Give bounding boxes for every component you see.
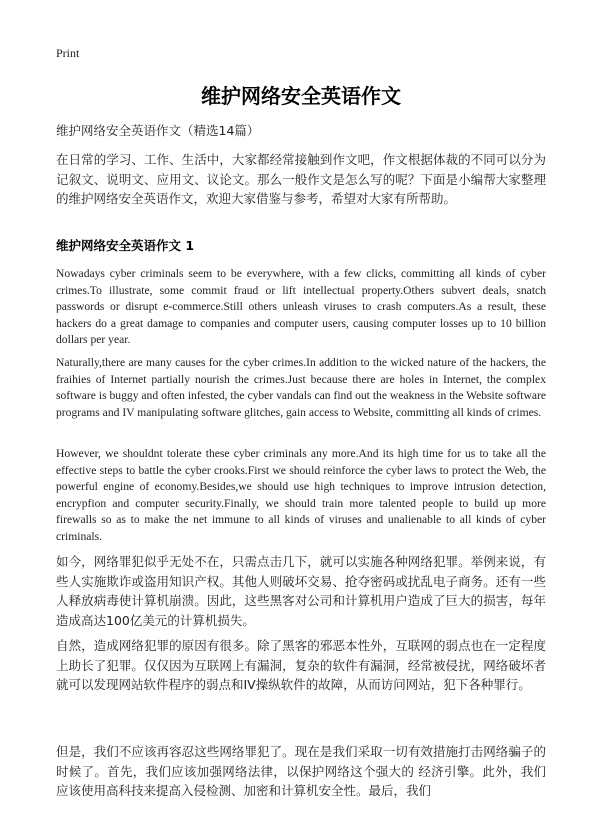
cn-paragraph-3-block <box>56 742 546 801</box>
cn-paragraph-1: 如今，网络罪犯似乎无处不在，只需点击几下，就可以实施各种网络犯罪。举例来说，有些人实施欺诈或盗用知识产权。其他人则破坏交易、抢夺密码或扰乱电子商务。还有一些人释放病毒使计算机崩溃。因此，这些黑客对公司和计算机用户造成了巨大的损害，每年造成高达100亿美元的计算机损失。 <box>56 554 546 628</box>
page-title: 维护网络安全英语作文 <box>201 84 401 108</box>
cn-paragraph-2: 自然，造成网络犯罪的原因有很多。除了黑客的邪恶本性外，互联网的弱点也在一定程度上助长了犯罪。仅仅因为互联网上有漏洞，复杂的软件有漏洞，经常被侵扰，网络破坏者就可以发现网站软件程序的弱点和IV操纵软件的故障，从而访问网站，犯下各种罪行。 <box>56 638 546 692</box>
en-paragraph-2: Naturally,there are many causes for the cyber crimes.In addition to the wicked nature of the hackers, the fraihies of Internet partially nourish the crimes.Just because there are holes in Internet, the complex software is buggy and often infested, the cyber vandals can find out the weakness in the Website software programs and IV manipulating software glitches, gain access to Website, committing all kinds of crimes. <box>56 356 546 419</box>
cn-paragraph-3: 但是，我们不应该再容忍这些网络罪犯了。现在是我们采取一切有效措施打击网络骗子的时候了。首先，我们应该加强网络法律，以保护网络这个强大的 经济引擎。此外，我们应该使用高科技来提高入侵检测、加密和计算机安全性。最后，我们 <box>56 744 546 798</box>
cn-paragraph-1-block <box>56 552 546 630</box>
en-paragraph-1-block <box>56 266 546 349</box>
section-heading-block <box>56 236 546 254</box>
cn-paragraph-2-block <box>56 636 546 695</box>
subtitle: 维护网络安全英语作文（精选14篇） <box>56 123 260 138</box>
intro-block <box>56 150 546 209</box>
print-label[interactable]: Print <box>56 46 80 60</box>
en-paragraph-1: Nowadays cyber criminals seem to be everywhere, with a few clicks, committing all kinds of cyber crimes.To illustrate, some commit fraud or lift intellectual property.Others subvert deals, snatch passwords or disrupt e-commerce.Still others unleash viruses to crash computers.As a result, these hackers do a great damage to companies and computer users, causing computer losses up to 10 billion dollars per year. <box>56 267 546 347</box>
en-paragraph-3-block <box>56 446 546 546</box>
section-heading: 维护网络安全英语作文 1 <box>56 238 195 253</box>
en-paragraph-2-block <box>56 355 546 421</box>
intro-paragraph: 在日常的学习、工作、生活中，大家都经常接触到作文吧，作文根据体裁的不同可以分为记叙文、说明文、应用文、议论文。那么一般作文是怎么写的呢？下面是小编帮大家整理的维护网络安全英语作文，欢迎大家借鉴与参考，希望对大家有所帮助。 <box>56 152 546 206</box>
en-paragraph-3: However, we shouldnt tolerate these cyber criminals any more.And its high time for us to take all the effective steps to battle the cyber crooks.First we should reinforce the cyber laws to protect the Web, the powerful engine of economy.Besides,we should use high techniques to improve intrusion detection, encrypfion and computer security.Finally, we should train more talented people to build up more firewalls so as to make the net immune to all kinds of viruses and unalienable to all kinds of cyber criminals. <box>56 447 546 543</box>
